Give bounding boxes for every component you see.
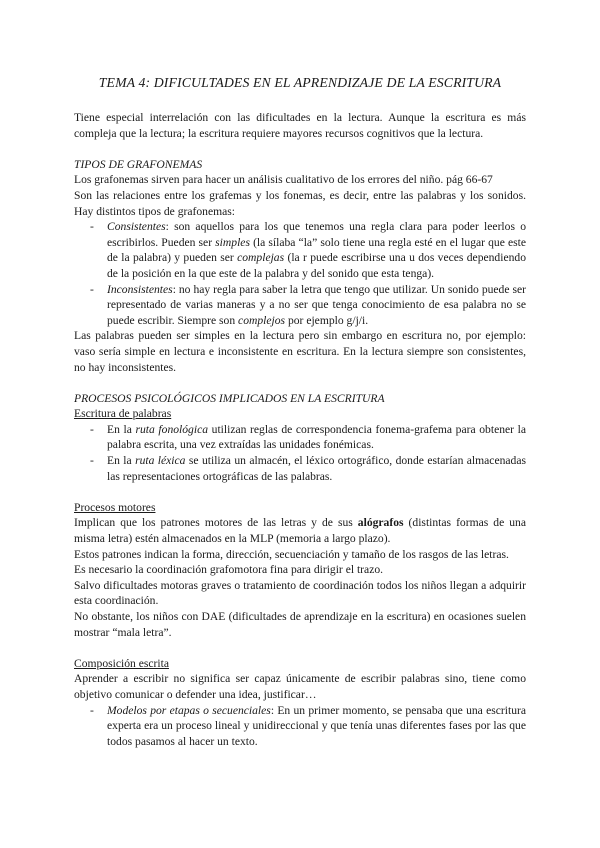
subheading-escritura-palabras: Escritura de palabras — [74, 407, 172, 421]
subheading-composicion: Composición escrita — [74, 656, 169, 670]
term-complejas: complejas — [237, 251, 285, 265]
dash-bullet: - — [90, 282, 94, 296]
section-heading-procesos: PROCESOS PSICOLÓGICOS IMPLICADOS EN LA ESCRITURA — [74, 391, 385, 405]
term-complejos: complejos — [238, 313, 286, 327]
page-title: TEMA 4: DIFICULTADES EN EL APRENDIZAJE DE LA ESCRITURA — [98, 75, 502, 90]
dash-bullet: - — [90, 703, 94, 717]
composicion-paragraph-1: Aprender a escribir no significa ser capaz únicamente de escribir palabras sino, tiene como objetivo comunicar o defender una idea, justificar… — [74, 672, 526, 701]
term-ruta-fonologica: ruta fonológica — [135, 422, 209, 436]
term-modelos-etapas: Modelos por etapas o secuenciales — [107, 703, 271, 717]
term-alografos: alógrafos — [357, 516, 404, 530]
dash-bullet: - — [90, 220, 94, 234]
term-ruta-lexica: ruta léxica — [135, 454, 186, 468]
motores-paragraph-2: Estos patrones indican la forma, dirección, secuenciación y tamaño de los rasgos de las letras. — [74, 547, 509, 561]
grafonemas-paragraph-2: Son las relaciones entre los grafemas y los fonemas, es decir, entre las palabras y los sonidos. Hay distintos tipos de grafonemas: — [74, 188, 526, 218]
term-simples: simples — [215, 235, 250, 249]
dash-bullet: - — [90, 422, 94, 436]
motores-paragraph-5: No obstante, los niños con DAE (dificultades de aprendizaje en la escritura) en ocasiones suelen mostrar “mala letra”. — [74, 610, 526, 639]
grafonemas-list — [74, 219, 526, 328]
term-consistentes: Consistentes — [107, 220, 166, 234]
procesos-list — [74, 422, 526, 484]
intro-paragraph: Tiene especial interrelación con las dificultades en la lectura. Aunque la escritura es más compleja que la lectura; la escritura requiere mayores recursos cognitivos que la lectura. — [74, 111, 526, 140]
dash-bullet: - — [90, 454, 94, 468]
term-inconsistentes: Inconsistentes — [107, 282, 173, 296]
list-item-consistentes: - Consistentes: son aquellos para los que tenemos una regla clara para poder leerlos o escribirlos. Pueden ser simples (la sílaba “la” solo tiene una regla esté en el lugar que este de la palabra) y pueden ser complejas (la r puede escribirse una u dos veces dependiendo de la posición en la que este de la palabra y del sonido que esta tenga). — [90, 220, 526, 280]
list-item-ruta-fonologica: - En la ruta fonológica utilizan reglas de correspondencia fonema-grafema para obtener la palabra escrita, una vez extraídas las unidades fonémicas. — [90, 422, 526, 452]
grafonemas-paragraph-3: Las palabras pueden ser simples en la lectura pero sin embargo en escritura no, por ejemplo: vaso sería simple en lectura e inconsistente en escritura. En la lectura siempre son consistentes, no hay inconsistentes. — [74, 329, 526, 374]
document-body — [74, 110, 526, 749]
list-item-inconsistentes: - Inconsistentes: no hay regla para saber la letra que tengo que utilizar. Un sonido puede ser representado de varias maneras y a no ser que tenga conocimiento de esa palabra no se puede escribir. Siempre son complejos por ejemplo g/j/i. — [90, 282, 526, 327]
motores-paragraph-1: Implican que los patrones motores de las letras y de sus alógrafos (distintas formas de una misma letra) estén almacenados en la MLP (memoria a largo plazo). — [74, 516, 526, 546]
subheading-procesos-motores: Procesos motores — [74, 500, 156, 514]
list-item-modelos-etapas: - Modelos por etapas o secuenciales: En un primer momento, se pensaba que una escritura experta era un proceso lineal y unidireccional y que tenía unas diferentes fases por las que todos pasamos al hacer un texto. — [90, 703, 527, 748]
section-heading-grafonemas: TIPOS DE GRAFONEMAS — [74, 157, 203, 171]
motores-paragraph-3: Es necesario la coordinación grafomotora fina para dirigir el trazo. — [74, 563, 384, 577]
composicion-list — [74, 703, 526, 750]
list-item-ruta-lexica: - En la ruta léxica se utiliza un almacén, el léxico ortográfico, donde estarían almacenadas las representaciones ortográficas de las palabras. — [90, 454, 526, 483]
motores-paragraph-4: Salvo dificultades motoras graves o tratamiento de coordinación todos los niños llegan a adquirir esta coordinación. — [74, 578, 526, 608]
grafonemas-paragraph-1: Los grafonemas sirven para hacer un análisis cualitativo de los errores del niño. pág 66-67 — [74, 173, 493, 187]
